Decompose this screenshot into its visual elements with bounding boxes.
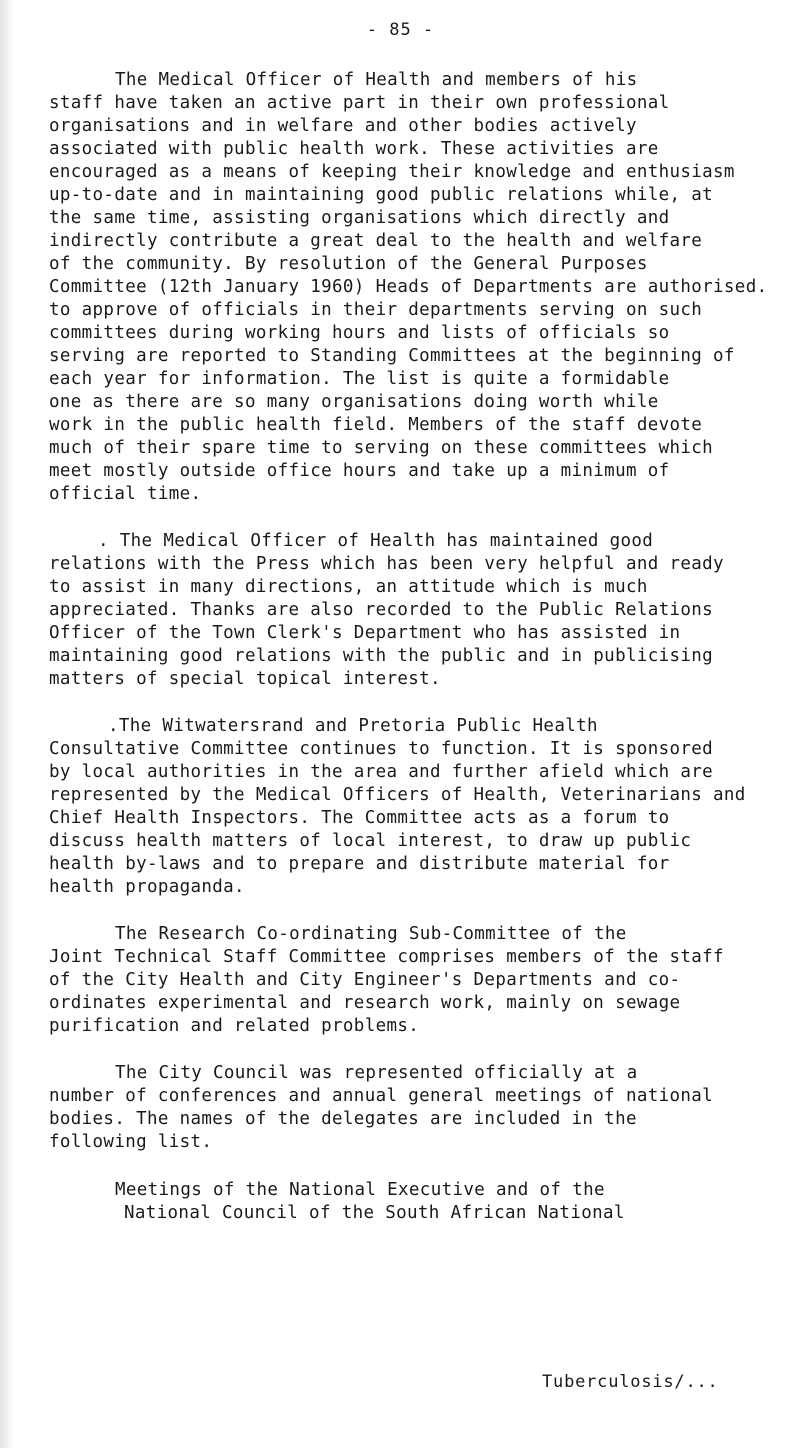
text-line: one as there are so many organisations doing worth while (49, 392, 659, 412)
catchword: Tuberculosis/... (542, 1372, 719, 1392)
text-line: official time. (49, 484, 202, 504)
text-line: Consultative Committee continues to function. It is sponsored (49, 739, 714, 759)
text-line: . The Medical Officer of Health has maintained good (98, 531, 654, 551)
text-line: ordinates experimental and research work, mainly on sewage (49, 993, 681, 1013)
text-line: Joint Technical Staff Committee comprises members of the staff (49, 947, 724, 967)
text-line: to assist in many directions, an attitude which is much (49, 577, 648, 597)
text-line: National Council of the South African National (124, 1203, 625, 1223)
text-line: to approve of officials in their departments serving on such (49, 300, 703, 320)
text-line: up-to-date and in maintaining good public relations while, at (49, 185, 714, 205)
text-line: of the City Health and City Engineer's Departments and co- (49, 970, 681, 990)
text-line: Meetings of the National Executive and of the (115, 1180, 605, 1200)
text-line: Officer of the Town Clerk's Department who has assisted in (49, 623, 681, 643)
text-line: appreciated. Thanks are also recorded to the Public Relations (49, 600, 714, 620)
text-line: of the community. By resolution of the General Purposes (49, 254, 648, 274)
text-line: number of conferences and annual general meetings of national (49, 1086, 714, 1106)
text-line: much of their spare time to serving on these committees which (49, 438, 714, 458)
text-line: each year for information. The list is quite a formidable (49, 369, 670, 389)
text-line: by local authorities in the area and further afield which are (49, 762, 714, 782)
text-line: bodies. The names of the delegates are included in the (49, 1109, 637, 1129)
text-line: following list. (49, 1132, 213, 1152)
text-line: encouraged as a means of keeping their knowledge and enthusiasm (49, 162, 735, 182)
text-line: meet mostly outside office hours and take up a minimum of (49, 461, 670, 481)
text-line: Chief Health Inspectors. The Committee acts as a forum to (49, 808, 670, 828)
text-line: The Medical Officer of Health and members of his (115, 70, 638, 90)
text-line: The Research Co-ordinating Sub-Committee of the (115, 924, 627, 944)
text-line: represented by the Medical Officers of Health, Veterinarians and (49, 785, 746, 805)
text-line: discuss health matters of local interest, to draw up public (49, 831, 692, 851)
text-line: health propaganda. (49, 877, 245, 897)
text-line: associated with public health work. These activities are (49, 139, 659, 159)
page-number: - 85 - (366, 20, 435, 40)
text-line: relations with the Press which has been very helpful and ready (49, 554, 724, 574)
text-line: serving are reported to Standing Committees at the beginning of (49, 346, 735, 366)
scan-edge-shadow (0, 0, 14, 1448)
text-line: Committee (12th January 1960) Heads of Departments are authorised. (49, 277, 768, 297)
text-line: work in the public health field. Members of the staff devote (49, 415, 703, 435)
text-line: staff have taken an active part in their own professional (49, 93, 670, 113)
text-line: The City Council was represented officially at a (115, 1063, 638, 1083)
text-line: matters of special topical interest. (49, 669, 441, 689)
text-line: committees during working hours and lists of officials so (49, 323, 670, 343)
text-line: organisations and in welfare and other bodies actively (49, 116, 637, 136)
text-line: indirectly contribute a great deal to the health and welfare (49, 231, 703, 251)
text-line: .The Witwatersrand and Pretoria Public Health (108, 716, 598, 736)
text-line: maintaining good relations with the public and in publicising (49, 646, 714, 666)
text-line: purification and related problems. (49, 1016, 420, 1036)
text-line: health by-laws and to prepare and distribute material for (49, 854, 670, 874)
text-line: the same time, assisting organisations which directly and (49, 208, 670, 228)
